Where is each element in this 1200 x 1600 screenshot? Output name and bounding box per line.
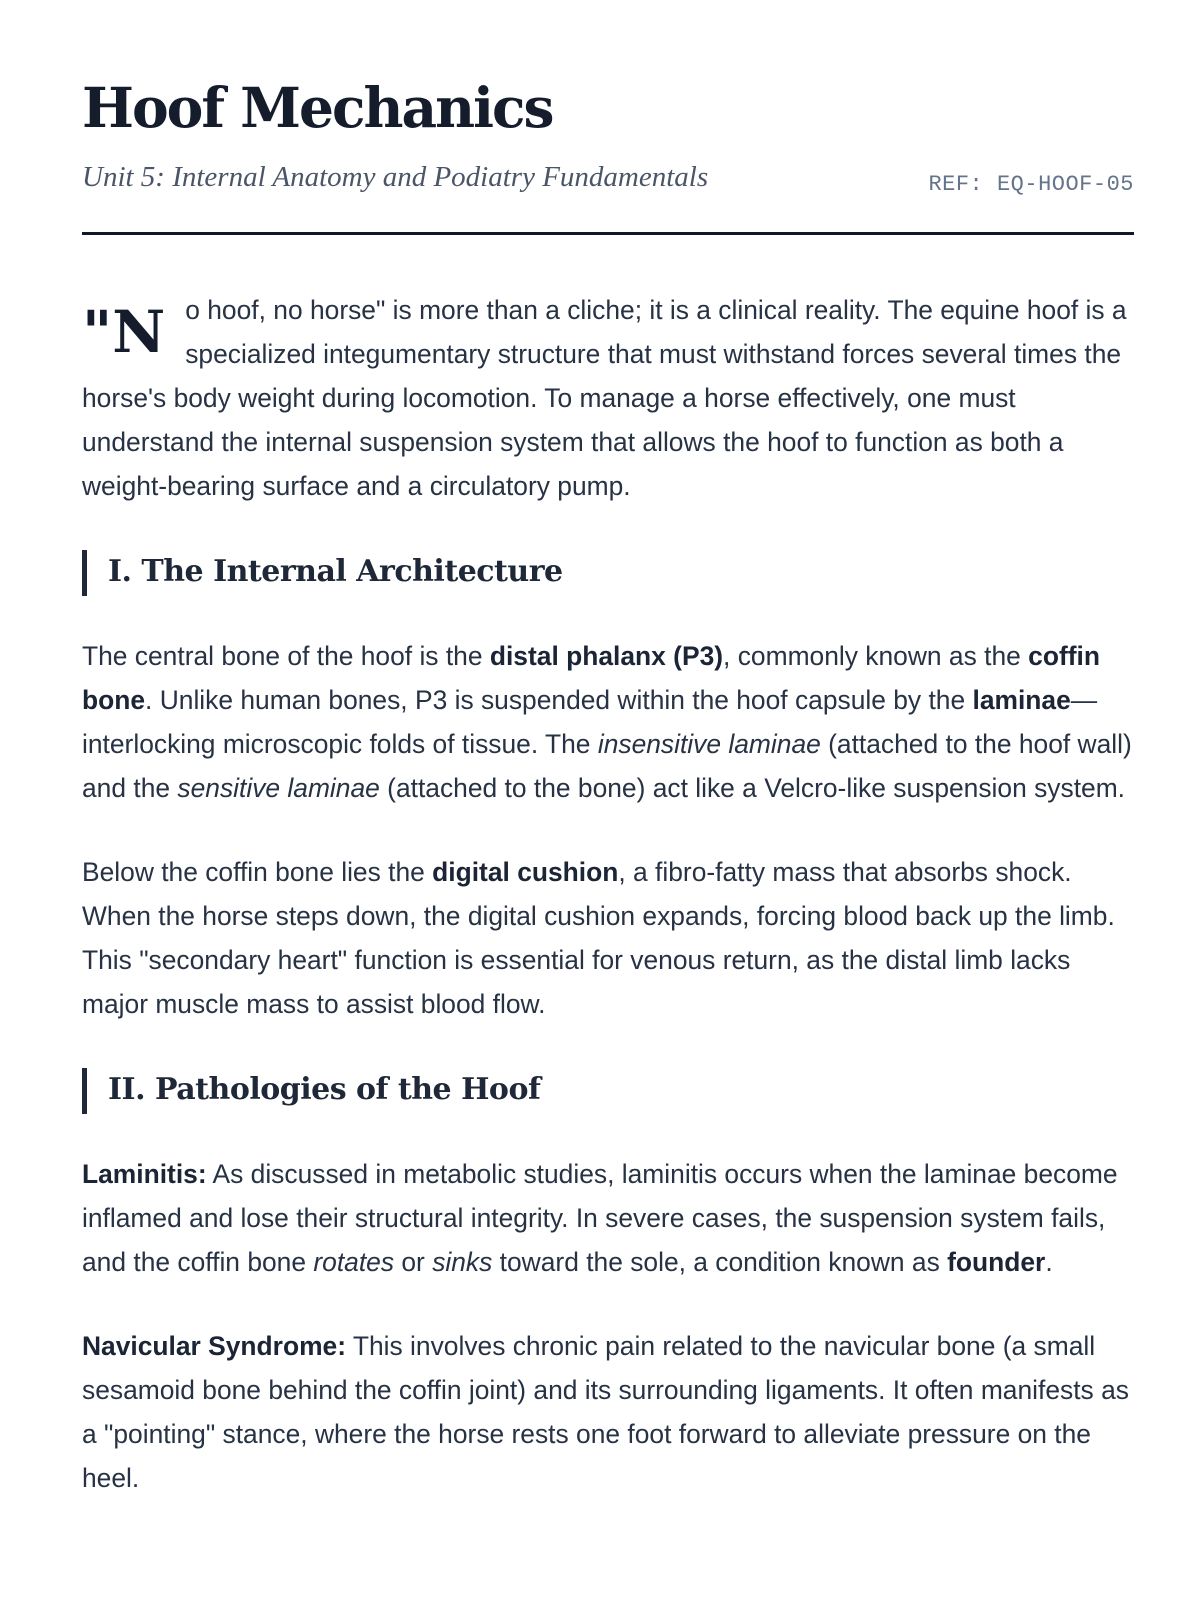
text-run: or xyxy=(394,1247,433,1277)
drop-cap: "N xyxy=(82,298,166,366)
term-laminitis: Laminitis: xyxy=(82,1159,207,1189)
intro-paragraph xyxy=(82,288,1134,508)
section-heading-internal-architecture: I. The Internal Architecture xyxy=(82,548,1134,596)
section-heading-pathologies: II. Pathologies of the Hoof xyxy=(82,1066,1134,1114)
text-run: —interlocking microscopic folds of tissue. The xyxy=(82,685,1098,759)
text-run: Below the coffin bone lies the xyxy=(82,857,433,887)
term-navicular-syndrome: Navicular Syndrome: xyxy=(82,1331,346,1361)
paragraph-coffin-bone xyxy=(82,634,1134,810)
intro-text: o hoof, no horse" is more than a cliche; it is a clinical reality. The equine hoof is a specialized integumentary structure that must withstand forces several times the horse's body weight during locomotion. To manage a horse effectively, one must understand the internal suspension system that allows the hoof to function as both a weight-bearing surface and a circulatory pump. xyxy=(82,295,1127,501)
document-page xyxy=(82,0,1134,1493)
term-laminae: laminae xyxy=(972,685,1071,715)
reference-code: REF: EQ-HOOF-05 xyxy=(928,172,1134,197)
page-title: Hoof Mechanics xyxy=(82,75,553,140)
paragraph-laminitis xyxy=(82,1152,1134,1284)
text-run: (attached to the bone) act like a Velcro-like suspension system. xyxy=(379,773,1126,803)
text-run: . Unlike human bones, P3 is suspended within the hoof capsule by the xyxy=(145,685,973,715)
term-insensitive-laminae: insensitive laminae xyxy=(597,729,821,759)
document-header xyxy=(82,0,1134,235)
text-run: . xyxy=(1045,1247,1053,1277)
paragraph-navicular xyxy=(82,1324,1134,1500)
term-digital-cushion: digital cushion xyxy=(432,857,619,887)
text-run: , a fibro-fatty mass that absorbs shock. When the horse steps down, the digital cushion expands, forcing blood back up the limb. This "secondary heart" function is essential for venous return, as the distal limb lacks major muscle mass to assist blood flow. xyxy=(82,857,1115,1019)
paragraph-digital-cushion xyxy=(82,850,1134,1026)
term-founder: founder xyxy=(947,1247,1046,1277)
term-distal-phalanx: distal phalanx (P3) xyxy=(489,641,724,671)
text-run: As discussed in metabolic studies, laminitis occurs when the laminae become inflamed and lose their structural integrity. In severe cases, the suspension system fails, and the coffin bone xyxy=(82,1159,1118,1277)
text-run: The central bone of the hoof is the xyxy=(82,641,490,671)
term-sensitive-laminae: sensitive laminae xyxy=(177,773,380,803)
text-run: (attached to the hoof wall) and the xyxy=(82,729,1132,803)
text-run: toward the sole, a condition known as xyxy=(492,1247,948,1277)
term-sinks: sinks xyxy=(432,1247,493,1277)
page-subtitle: Unit 5: Internal Anatomy and Podiatry Fundamentals xyxy=(82,161,709,193)
term-rotates: rotates xyxy=(313,1247,395,1277)
document-body xyxy=(82,288,1134,1500)
term-coffin-bone: coffin bone xyxy=(82,641,1100,715)
text-run: This involves chronic pain related to the navicular bone (a small sesamoid bone behind the coffin joint) and its surrounding ligaments. It often manifests as a "pointing" stance, where the horse rests one foot forward to alleviate pressure on the heel. xyxy=(82,1331,1129,1493)
text-run: , commonly known as the xyxy=(723,641,1029,671)
